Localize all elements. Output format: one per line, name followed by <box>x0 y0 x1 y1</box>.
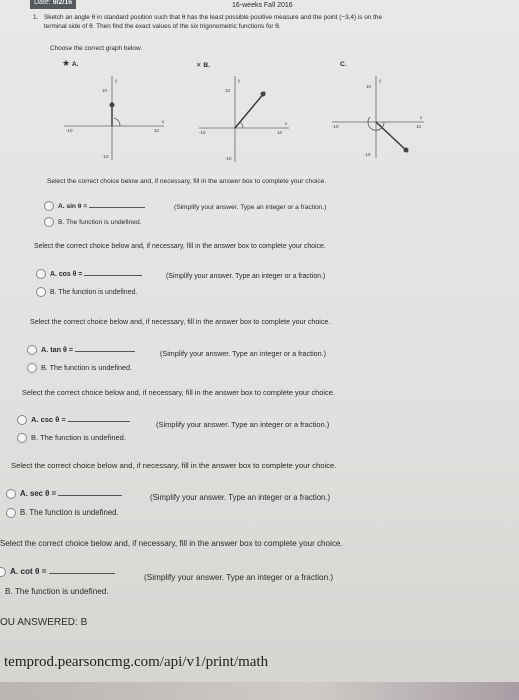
question-text-line2: terminal side of θ. Then find the exact values of the six trigonometric functions for θ. <box>44 23 281 30</box>
cot-radio-a[interactable] <box>0 567 6 577</box>
csc-hint: (Simplify your answer. Type an integer or a fraction.) <box>156 420 330 429</box>
date-value: 9/2/16 <box>52 0 73 6</box>
graph-c-tick-y-pos: 10 <box>366 84 372 89</box>
sin-option-a-label: A. <box>58 202 65 210</box>
cot-option-b <box>5 587 109 596</box>
graph-b-tick-y-neg: -10 <box>225 156 232 161</box>
graph-b-tick-x-pos: 10 <box>277 130 283 135</box>
graph-a-tick-y-pos: 10 <box>102 88 108 93</box>
graph-a-option[interactable] <box>62 58 79 69</box>
graph-b-tick-y-pos: 10 <box>225 88 231 93</box>
graph-a-tick-y-neg: -10 <box>102 154 109 159</box>
graph-b-tick-x-neg: -10 <box>199 130 206 135</box>
graph-b-option[interactable] <box>196 61 210 69</box>
date-label: Date: <box>34 0 51 6</box>
graph-c-option[interactable] <box>340 61 347 68</box>
print-url: temprod.pearsoncmg.com/api/v1/print/math <box>4 654 269 670</box>
sin-function-label: sin θ = <box>66 202 88 210</box>
graph-b[interactable] <box>197 72 292 164</box>
instruction-sec: Select the correct choice below and, if necessary, fill in the answer box to complete your choice. <box>11 461 337 470</box>
sin-radio-b[interactable] <box>44 217 54 227</box>
graph-c[interactable] <box>330 72 426 160</box>
sec-radio-b[interactable] <box>6 508 16 518</box>
tan-option-b[interactable] <box>27 363 132 373</box>
csc-function-label: csc θ = <box>40 415 66 424</box>
graph-c-y-label: y <box>379 78 382 83</box>
cot-function-label: cot θ = <box>20 567 47 577</box>
cos-option-a-label: A. <box>50 270 57 278</box>
cot-answer-box[interactable] <box>49 573 115 574</box>
instruction-sin: Select the correct choice below and, if necessary, fill in the answer box to complete your choice. <box>47 178 327 185</box>
sin-option-b[interactable] <box>44 217 141 227</box>
instruction-cot: Select the correct choice below and, if necessary, fill in the answer box to complete your choice. <box>0 539 343 548</box>
sec-function-label: sec θ = <box>29 489 57 499</box>
graph-c-terminal-side <box>376 122 408 152</box>
graph-a-tick-x-neg: -10 <box>66 128 73 133</box>
sin-hint: (Simplify your answer. Type an integer or a fraction.) <box>174 204 327 211</box>
csc-radio-b[interactable] <box>17 433 27 443</box>
course-title: 16-weeks Fall 2016 <box>232 2 293 9</box>
graph-b-terminal-side <box>235 92 265 128</box>
graph-a-tick-x-pos: 10 <box>154 128 160 133</box>
graph-a-angle-arc <box>114 118 120 126</box>
cross-icon: ✕ <box>196 62 202 69</box>
graph-b-angle-arc <box>240 122 243 128</box>
sec-option-b[interactable] <box>6 508 119 518</box>
sec-option-b-text: B. The function is undefined. <box>20 508 119 518</box>
cos-option-b[interactable] <box>36 287 137 297</box>
instruction-cos: Select the correct choice below and, if necessary, fill in the answer box to complete your choice. <box>34 243 326 250</box>
cos-function-label: cos θ = <box>58 270 83 278</box>
graph-c-tick-x-neg: -10 <box>332 124 339 129</box>
graph-c-point <box>404 148 409 153</box>
graph-a-y-label: y <box>115 78 118 83</box>
instruction-csc: Select the correct choice below and, if necessary, fill in the answer box to complete your choice. <box>22 388 335 397</box>
sec-option-a[interactable] <box>6 489 122 499</box>
csc-option-a[interactable] <box>17 415 130 425</box>
graph-a[interactable] <box>60 72 168 162</box>
sin-option-b-text: B. The function is undefined. <box>58 218 142 226</box>
tan-hint: (Simplify your answer. Type an integer or a fraction.) <box>160 349 327 358</box>
tan-radio-b[interactable] <box>27 363 37 373</box>
star-icon: ★ <box>62 58 71 68</box>
tan-option-a-label: A. <box>41 345 49 354</box>
instruction-tan: Select the correct choice below and, if necessary, fill in the answer box to complete your choice. <box>30 318 331 326</box>
graph-a-point <box>110 103 115 108</box>
bottom-shadow <box>0 682 519 700</box>
csc-radio-a[interactable] <box>17 415 27 425</box>
cos-radio-a[interactable] <box>36 269 46 279</box>
graph-c-tick-x-pos: 10 <box>416 124 422 129</box>
sec-answer-box[interactable] <box>58 495 122 496</box>
tan-answer-box[interactable] <box>75 351 135 352</box>
tan-option-a[interactable] <box>27 345 135 355</box>
graph-b-point <box>261 92 266 97</box>
csc-option-b-text: B. The function is undefined. <box>31 433 126 442</box>
date-box <box>30 0 76 9</box>
graph-b-label: B. <box>203 62 210 69</box>
cot-option-a-label: A. <box>10 567 19 577</box>
graph-b-y-label: y <box>238 78 241 83</box>
graph-c-label: C. <box>340 61 347 68</box>
sin-answer-box[interactable] <box>89 207 145 208</box>
cos-hint: (Simplify your answer. Type an integer or a fraction.) <box>166 273 326 280</box>
sec-radio-a[interactable] <box>6 489 16 499</box>
sec-option-a-label: A. <box>20 489 28 499</box>
graph-c-x-label: x <box>420 115 423 120</box>
cos-option-a[interactable] <box>36 269 142 279</box>
sin-radio-a[interactable] <box>44 201 54 211</box>
answered-label: OU ANSWERED: B <box>0 617 88 628</box>
graph-a-label: A. <box>71 61 79 68</box>
cot-option-a[interactable] <box>0 567 115 577</box>
sin-option-a[interactable] <box>44 201 145 211</box>
cot-option-b-text: B. The function is undefined. <box>5 587 109 596</box>
question-number: 1. <box>33 14 39 21</box>
csc-option-a-label: A. <box>31 415 39 424</box>
tan-function-label: tan θ = <box>50 345 74 354</box>
csc-option-b[interactable] <box>17 433 126 443</box>
graph-a-x-label: x <box>162 119 165 124</box>
tan-radio-a[interactable] <box>27 345 37 355</box>
cos-option-b-text: B. The function is undefined. <box>50 288 138 296</box>
choose-graph-label: Choose the correct graph below. <box>50 45 143 52</box>
csc-answer-box[interactable] <box>68 421 130 422</box>
question-text-line1: Sketch an angle θ in standard position such that θ has the least possible positive measure and the point (−3,4) is on the <box>44 14 383 21</box>
graph-b-x-label: x <box>285 121 288 126</box>
cot-hint: (Simplify your answer. Type an integer or a fraction.) <box>144 573 334 582</box>
sec-hint: (Simplify your answer. Type an integer or a fraction.) <box>150 493 331 502</box>
graph-c-tick-y-neg: -10 <box>364 152 371 157</box>
cos-answer-box[interactable] <box>84 275 142 276</box>
tan-option-b-text: B. The function is undefined. <box>41 363 132 372</box>
cos-radio-b[interactable] <box>36 287 46 297</box>
